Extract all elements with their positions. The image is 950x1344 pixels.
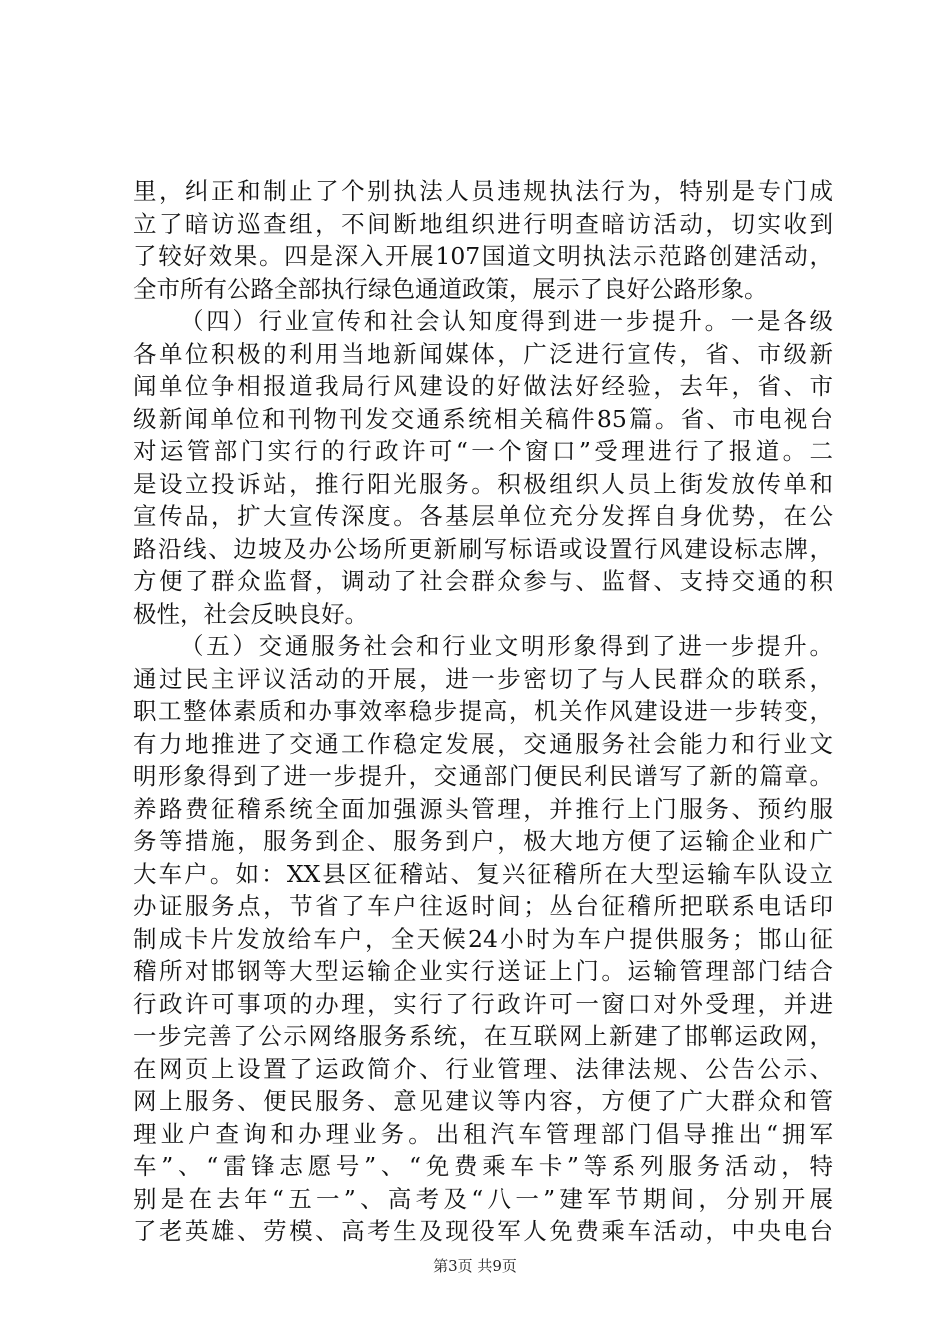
text-line: 里，纠正和制止了个别执法人员违规执法行为，特别是专门成 (133, 177, 833, 205)
text-line: 养路费征稽系统全面加强源头管理，并推行上门服务、预约服 (133, 794, 833, 823)
text-line: 各单位积极的利用当地新闻媒体，广泛进行宣传，省、市级新 (133, 339, 833, 368)
text-line: 全市所有公路全部执行绿色通道政策，展示了良好公路形象。 (133, 274, 768, 303)
text-line: 是设立投诉站，推行阳光服务。积极组织人员上街发放传单和 (133, 469, 833, 498)
text-line: 办证服务点，节省了车户往返时间；丛台征稽所把联系电话印 (133, 892, 833, 920)
text-line: 了较好效果。四是深入开展107国道文明执法示范路创建活动， (133, 242, 833, 270)
text-line: 级新闻单位和刊物刊发交通系统相关稿件85篇。省、市电视台 (133, 404, 833, 433)
text-line: 路沿线、边坡及办公场所更新刷写标语或设置行风建设标志牌， (133, 534, 833, 563)
text-line: 方便了群众监督，调动了社会群众参与、监督、支持交通的积 (133, 567, 833, 595)
text-line: 在网页上设置了运政简介、行业管理、法律法规、公告公示、 (133, 1054, 833, 1083)
text-line: 行政许可事项的办理，实行了行政许可一窗口对外受理，并进 (133, 989, 833, 1018)
text-line: 理业户查询和办理业务。出租汽车管理部门倡导推出“拥军 (133, 1119, 833, 1148)
text-line: 稽所对邯钢等大型运输企业实行送证上门。运输管理部门结合 (133, 957, 833, 985)
text-line: （四）行业宣传和社会认知度得到进一步提升。一是各级 (180, 307, 833, 335)
text-line: 一步完善了公示网络服务系统，在互联网上新建了邯郸运政网， (133, 1022, 833, 1050)
text-line: （五）交通服务社会和行业文明形象得到了进一步提升。 (180, 632, 833, 660)
text-line: 宣传品，扩大宣传深度。各基层单位充分发挥自身优势，在公 (133, 502, 833, 530)
text-line: 了老英雄、劳模、高考生及现役军人免费乘车活动，中央电台 (133, 1217, 833, 1245)
text-line: 网上服务、便民服务、意见建议等内容，方便了广大群众和管 (133, 1087, 833, 1115)
text-line: 别是在去年“五一”、高考及“八一”建军节期间，分别开展 (133, 1184, 833, 1213)
page-footer: 第3页 共9页 (433, 1257, 517, 1275)
text-line: 有力地推进了交通工作稳定发展，交通服务社会能力和行业文 (133, 729, 833, 758)
text-line: 对运管部门实行的行政许可“一个窗口”受理进行了报道。二 (133, 437, 833, 465)
text-line: 制成卡片发放给车户，全天候24小时为车户提供服务；邯山征 (133, 924, 833, 953)
text-line: 闻单位争相报道我局行风建设的好做法好经验，去年，省、市 (133, 372, 833, 400)
text-line: 通过民主评议活动的开展，进一步密切了与人民群众的联系， (133, 664, 833, 693)
text-line: 车”、“雷锋志愿号”、“免费乘车卡”等系列服务活动，特 (133, 1152, 833, 1180)
text-line: 职工整体素质和办事效率稳步提高，机关作风建设进一步转变， (133, 697, 833, 725)
text-line: 明形象得到了进一步提升，交通部门便民利民谱写了新的篇章。 (133, 762, 833, 790)
text-line: 大车户。如：XX县区征稽站、复兴征稽所在大型运输车队设立 (133, 859, 833, 888)
text-line: 务等措施，服务到企、服务到户，极大地方便了运输企业和广 (133, 827, 833, 855)
text-line: 极性，社会反映良好。 (133, 599, 368, 628)
text-line: 立了暗访巡查组，不间断地组织进行明查暗访活动，切实收到 (133, 209, 833, 238)
document-body (133, 175, 833, 1248)
